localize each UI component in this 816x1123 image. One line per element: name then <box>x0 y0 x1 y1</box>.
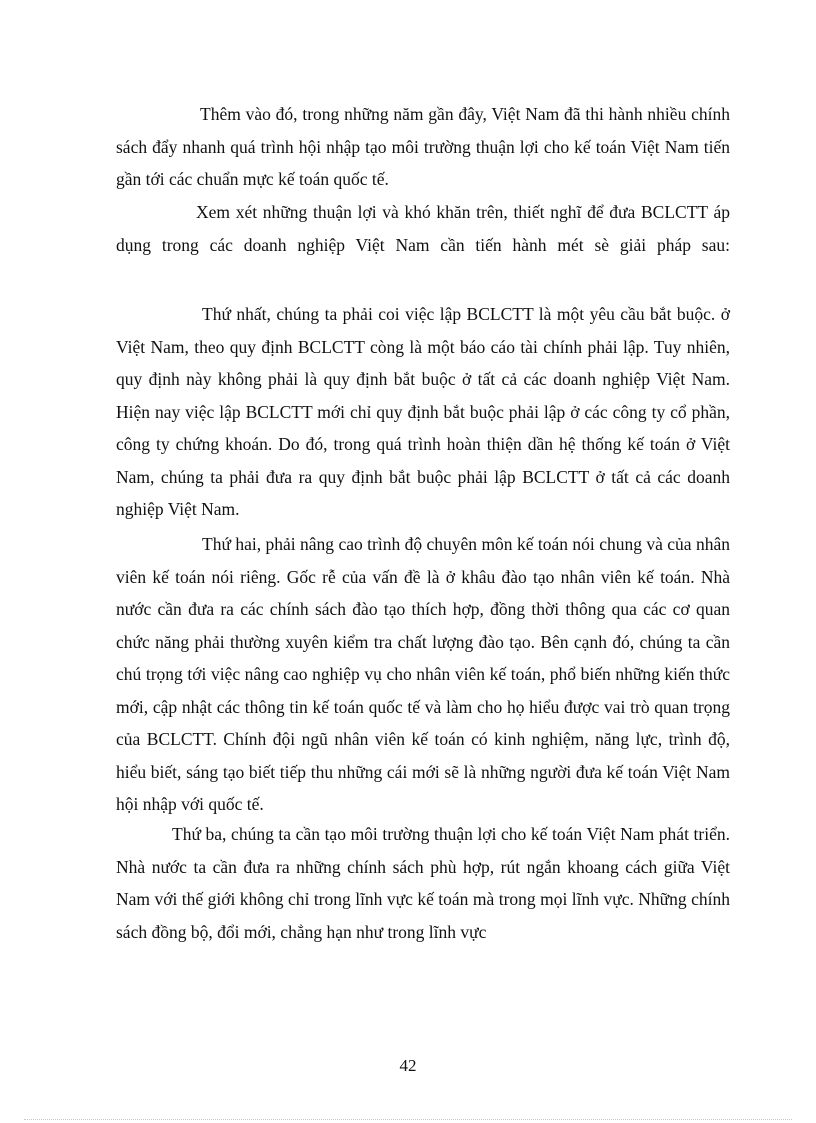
paragraph-text: Thứ ba, chúng ta cần tạo môi trường thuận lợi cho kế toán Việt Nam phát triển. Nhà nước ta cần đưa ra những chính sách phù hợp, rút ngắn khoang cách giữa Việt Nam với thế giới không chỉ trong lĩnh vực kế toán mà trong mọi lĩnh vực. Những chính sách đồng bộ, đổi mới, chẳng hạn như trong lĩnh vực <box>116 824 730 942</box>
paragraph-text: Thêm vào đó, trong những năm gần đây, Việt Nam đã thi hành nhiều chính sách đẩy nhanh quá trình hội nhập tạo môi trường thuận lợi cho kế toán Việt Nam tiến gần tới các chuẩn mực kế toán quốc tế. <box>116 104 730 189</box>
paragraph-first-solution <box>116 298 730 526</box>
paragraph-second-solution <box>116 528 730 821</box>
paragraph-text: Thứ nhất, chúng ta phải coi việc lập BCLCTT là một yêu cầu bắt buộc. ở Việt Nam, theo quy định BCLCTT còng là một báo cáo tài chính phải lập. Tuy nhiên, quy định này không phải là quy định bắt buộc ở tất cả các doanh nghiệp Việt Nam. Hiện nay việc lập BCLCTT mới chỉ quy định bắt buộc phải lập ở các công ty cổ phần, công ty chứng khoán. Do đó, trong quá trình hoàn thiện dần hệ thống kế toán ở Việt Nam, chúng ta phải đưa ra quy định bắt buộc phải lập BCLCTT ở tất cả các doanh nghiệp Việt Nam. <box>116 304 730 519</box>
page-bottom-divider <box>24 1119 792 1120</box>
paragraph-proposed-solutions <box>116 196 730 261</box>
paragraph-text: Thứ hai, phải nâng cao trình độ chuyên môn kế toán nói chung và của nhân viên kế toán nói riêng. Gốc rễ của vấn đề là ở khâu đào tạo nhân viên kế toán. Nhà nước cần đưa ra các chính sách đào tạo thích hợp, đồng thời thông qua các cơ quan chức năng phải thường xuyên kiểm tra chất lượng đào tạo. Bên cạnh đó, chúng ta cần chú trọng tới việc nâng cao nghiệp vụ cho nhân viên kế toán, phổ biến những kiến thức mới, cập nhật các thông tin kế toán quốc tế và làm cho họ hiểu được vai trò quan trọng của BCLCTT. Chính đội ngũ nhân viên kế toán có kinh nghiệm, năng lực, trình độ, hiểu biết, sáng tạo biết tiếp thu những cái mới sẽ là những người đưa kế toán Việt Nam hội nhập với quốc tế. <box>116 534 730 814</box>
paragraph-integration-policies <box>116 98 730 196</box>
paragraph-third-solution <box>116 818 730 948</box>
paragraph-text: Xem xét những thuận lợi và khó khăn trên, thiết nghĩ để đưa BCLCTT áp dụng trong các doanh nghiệp Việt Nam cần tiến hành mét sè giải pháp sau: <box>116 202 730 255</box>
page-number: 42 <box>399 1056 417 1075</box>
